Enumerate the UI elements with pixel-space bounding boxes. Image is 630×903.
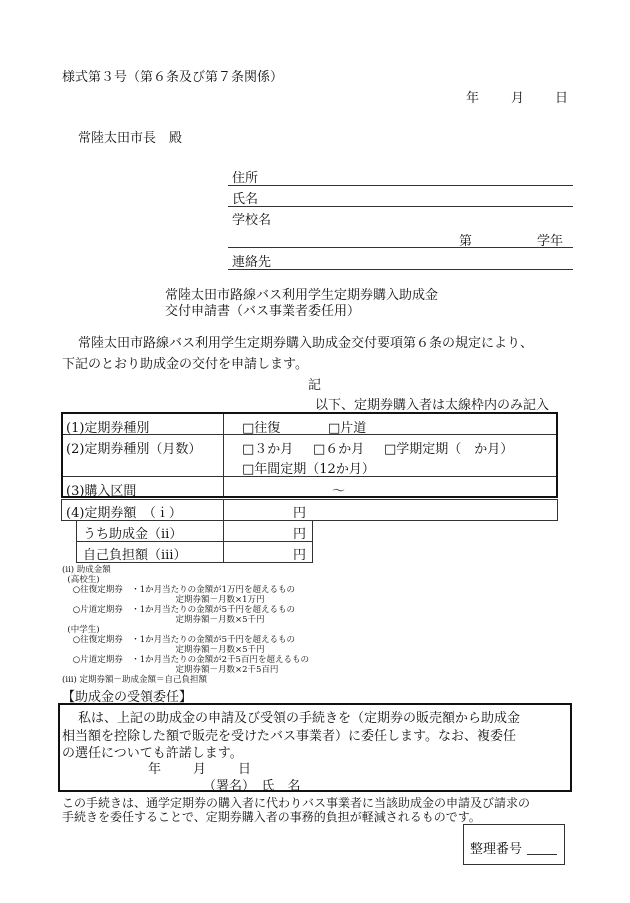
note-line: (高校生) [62,575,100,585]
option-6-months[interactable]: □６か月 [313,442,365,457]
signature-label[interactable]: （署名） 氏 名 [203,779,301,794]
note-line: ○往復定期券 ・1か月当たりの金額が1万円を超えるもの [62,585,296,595]
form-number: 様式第３号（第６条及び第７条関係） [62,70,284,85]
self-pay-label: 自己負担額（ⅲ） [83,548,187,563]
contact-label: 連絡先 [232,255,272,270]
date-day-label: 日 [555,91,569,106]
option-round-trip[interactable]: □往復 [242,421,281,436]
delegation-day: 日 [238,762,252,777]
note-line: (ⅱ) 助成金額 [62,565,111,575]
self-pay-unit[interactable]: 円 [293,548,307,563]
grade-suffix: 学年 [537,234,564,249]
option-semester[interactable]: □学期定期（ か月） [384,442,514,457]
name-label: 氏名 [232,192,259,207]
row-duration-label: (2)定期券種別（月数） [66,442,202,457]
option-3-months[interactable]: □３か月 [242,442,294,457]
note-line: 定期券額－月数×5千円 [62,645,265,655]
note-line: 定期券額－月数×5千円 [62,615,265,625]
note-line: 定期券額－月数×1万円 [62,595,265,605]
option-annual[interactable]: □年間定期（12か月） [242,462,375,477]
delegation-line-3: の選任についても許諾します。 [62,746,243,761]
reference-number-field[interactable] [527,854,557,855]
date-year-label: 年 [466,91,480,106]
intro-line-1: 常陸太田市路線バス利用学生定期券購入助成金交付要項第６条の規定により、 [78,336,534,351]
subsidy-notes [62,565,309,685]
note-line: 定期券額－月数×2千5百円 [62,665,279,675]
note-line: ○片道定期券 ・1か月当たりの金額が5千円を超えるもの [62,605,296,615]
delegation-year: 年 [148,762,162,777]
intro-line-2: 下記のとおり助成金の交付を申請します。 [62,357,308,372]
note-line: ○片道定期券 ・1か月当たりの金額が2千5百円を超えるもの [62,655,309,665]
reference-number-label: 整理番号 [470,842,523,857]
bold-frame-note: 以下、定期券購入者は太線枠内のみ記入 [315,398,550,413]
address-label: 住所 [232,171,259,186]
delegation-heading: 【助成金の受領委任】 [62,690,193,705]
school-label: 学校名 [232,213,272,228]
contact-line[interactable] [228,269,573,270]
title-line-1: 常陸太田市路線バス利用学生定期券購入助成金 [165,288,439,303]
subsidy-label: うち助成金（ⅱ） [83,527,183,542]
name-line[interactable] [228,206,573,207]
delegation-line-2: 相当額を控除した額で販売を受けたバス事業者）に委任します。なお、複委任 [62,729,516,744]
ticket-amount-label: (4)定期券額 （ｉ） [66,506,182,521]
delegation-month: 月 [193,762,207,777]
row-section-label: (3)購入区間 [66,484,137,499]
grade-prefix: 第 [459,234,473,249]
table-divider [223,414,224,496]
addressee: 常陸太田市長 殿 [78,131,183,146]
footer-line-1: この手続きは、通学定期券の購入者に代わりバス事業者に当該助成金の申請及び請求の [62,796,531,810]
title-line-2: 交付申請書（バス事業者委任用） [165,304,361,319]
ticket-amount-unit[interactable]: 円 [293,506,307,521]
date-month-label: 月 [511,91,525,106]
school-line[interactable] [228,247,573,248]
address-line[interactable] [228,185,573,186]
footer-line-2: 手続きを委任することで、定期券購入者の事務的負担が軽減されるものです。 [62,810,481,824]
note-line: ○往復定期券 ・1か月当たりの金額が5千円を超えるもの [62,635,296,645]
note-line: (中学生) [62,625,100,635]
option-one-way[interactable]: □片道 [328,421,367,436]
ki-label: 記 [308,378,322,393]
subsidy-unit[interactable]: 円 [293,527,307,542]
section-tilde[interactable]: ～ [332,484,346,499]
delegation-line-1: 私は、上記の助成金の申請及び受領の手続きを（定期券の販売額から助成金 [78,711,521,726]
row-ticket-type-label: (1)定期券種別 [66,421,150,436]
note-line: (ⅲ) 定期券額－助成金額＝自己負担額 [62,675,207,685]
